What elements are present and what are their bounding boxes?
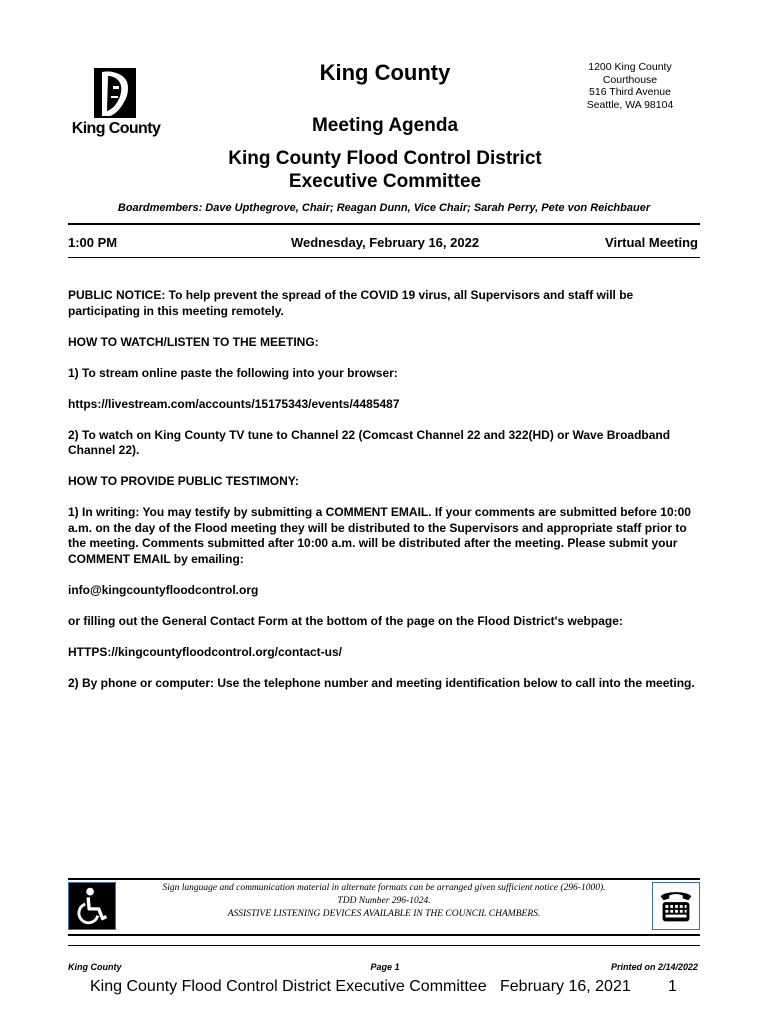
agenda-title: Meeting Agenda bbox=[311, 115, 459, 136]
wheelchair-icon bbox=[68, 882, 116, 930]
committee-line-2: Executive Committee bbox=[288, 171, 482, 192]
writing-instructions: 1) In writing: You may testify by submitting a COMMENT EMAIL. If your comments are submitted before 10:00 a.m. on the day of the Flood meeting they will be distributed to the Supervisors and appropriate staff prior to the meeting. Comments submitted after 10:00 a.m. will be distributed after the meeting. Please submit your COMMENT EMAIL by emailing: bbox=[68, 505, 691, 566]
agenda-body bbox=[68, 288, 700, 707]
page-heading-county: King County bbox=[319, 60, 451, 85]
document-date: February 16, 2021 bbox=[500, 978, 631, 995]
meeting-venue: Virtual Meeting bbox=[605, 235, 698, 250]
divider bbox=[68, 223, 700, 225]
meeting-date: Wednesday, February 16, 2022 bbox=[290, 235, 480, 250]
footer-left: King County bbox=[68, 962, 122, 972]
watch-heading: HOW TO WATCH/LISTEN TO THE MEETING: bbox=[68, 334, 319, 349]
phone-instructions: 2) By phone or computer: Use the telephone number and meeting identification below to call into the meeting. bbox=[68, 675, 695, 690]
tdd-phone-icon bbox=[652, 882, 700, 930]
notice-line-3: ASSISTIVE LISTENING DEVICES AVAILABLE IN THE COUNCIL CHAMBERS. bbox=[227, 909, 541, 919]
contact-form-instructions: or filling out the General Contact Form at the bottom of the page on the Flood District's webpage: bbox=[68, 613, 623, 628]
notice-line-1: Sign language and communication material in alternate formats can be arranged given sufficient notice (296-1000). bbox=[162, 883, 606, 893]
logo-wordmark: King County bbox=[71, 120, 161, 137]
divider bbox=[68, 257, 700, 258]
boardmembers-list: Boardmembers: Dave Upthegrove, Chair; Reagan Dunn, Vice Chair; Sarah Perry, Pete von Reichbauer bbox=[117, 202, 651, 214]
committee-line-1: King County Flood Control District bbox=[228, 148, 542, 169]
document-title: King County Flood Control District Executive Committee bbox=[90, 978, 487, 995]
address-line-3: 516 Third Avenue bbox=[589, 86, 671, 98]
address-line-4: Seattle, WA 98104 bbox=[586, 98, 674, 111]
accessibility-notice bbox=[68, 878, 700, 936]
mlk-portrait-icon bbox=[94, 68, 136, 118]
address-line-1: 1200 King County bbox=[588, 61, 672, 73]
livestream-link[interactable]: https://livestream.com/accounts/15175343/events/4485487 bbox=[68, 396, 400, 411]
document-page: 1 bbox=[668, 978, 677, 995]
meeting-time: 1:00 PM bbox=[68, 235, 118, 250]
contact-us-link[interactable]: HTTPS://kingcountyfloodcontrol.org/contact-us/ bbox=[68, 644, 342, 659]
address-line-2: Courthouse bbox=[602, 73, 658, 86]
notice-text bbox=[128, 882, 640, 921]
footer-page-number: Page 1 bbox=[370, 962, 400, 972]
public-notice-paragraph: PUBLIC NOTICE: To help prevent the spread of the COVID 19 virus, all Supervisors and staff will be participating in this meeting remotely. bbox=[68, 288, 634, 318]
tv-instructions: 2) To watch on King County TV tune to Channel 22 (Comcast Channel 22 and 322(HD) or Wave Broadband Channel 22). bbox=[68, 427, 671, 457]
king-county-logo bbox=[68, 68, 164, 148]
email-link[interactable]: info@kingcountyfloodcontrol.org bbox=[68, 582, 259, 597]
committee-name bbox=[170, 147, 600, 193]
address-block bbox=[560, 61, 700, 111]
footer-printed-date: Printed on 2/14/2022 bbox=[610, 962, 698, 972]
testimony-heading: HOW TO PROVIDE PUBLIC TESTIMONY: bbox=[68, 474, 299, 488]
divider bbox=[68, 945, 700, 946]
notice-line-2: TDD Number 296-1024. bbox=[337, 896, 431, 906]
stream-instructions: 1) To stream online paste the following into your browser: bbox=[68, 365, 398, 380]
